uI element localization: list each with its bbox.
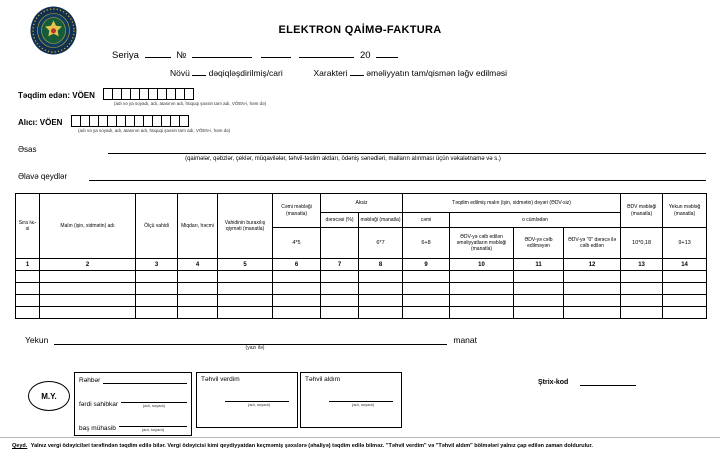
cell[interactable] <box>218 283 273 295</box>
col-header-final-amount: Yekun məbləğ (manatla) <box>663 194 707 228</box>
xarakteri-value: əməliyyatın tam/qismən ləğv edilməsi <box>366 68 508 78</box>
col-number: 5 <box>218 259 273 271</box>
cell[interactable] <box>136 271 178 283</box>
cell[interactable] <box>450 295 514 307</box>
cell[interactable] <box>40 271 136 283</box>
cell[interactable] <box>663 295 707 307</box>
cell[interactable] <box>273 283 321 295</box>
cell[interactable] <box>663 283 707 295</box>
name-caption: (adı, soyadı) <box>351 402 375 407</box>
cell[interactable] <box>40 283 136 295</box>
col-number: 12 <box>564 259 621 271</box>
extra-notes-section <box>18 170 706 181</box>
item-row <box>16 295 707 307</box>
group-header-value: Təqdim edilmiş malın (işin, xidmətin) dəyəri (ƏDV-siz) <box>403 194 621 213</box>
novu-value: dəqiqləşdirilmiş/cari <box>208 68 283 78</box>
col-header-vat-exempt: ƏDV-yə cəlb edilməyən <box>514 228 564 259</box>
item-row <box>16 271 707 283</box>
stamp-area: M.Y. <box>28 381 70 411</box>
received-signature-line[interactable] <box>329 395 393 402</box>
buyer-voen-input[interactable] <box>71 115 189 127</box>
col-number: 11 <box>514 259 564 271</box>
cell[interactable] <box>16 283 40 295</box>
cell[interactable] <box>359 295 403 307</box>
entrepreneur-label: fərdi sahibkar <box>79 401 119 408</box>
total-label: Yekun <box>25 335 49 345</box>
col-number: 2 <box>40 259 136 271</box>
day-blank[interactable] <box>261 48 291 58</box>
basis-caption: (qaimələr, qəbzlər, çeklər, müqavilələr, təhvil-təslim aktları, ödəniş sənədləri, malların alınması üçün vəkalətnamə və s.) <box>185 156 501 162</box>
col-number: 8 <box>359 259 403 271</box>
cell[interactable] <box>359 283 403 295</box>
cell[interactable] <box>564 307 621 319</box>
type-line <box>170 67 507 78</box>
extra-notes-blank[interactable] <box>89 170 706 181</box>
footer-note <box>12 443 712 449</box>
col-number: 13 <box>621 259 663 271</box>
received-label: Təhvil aldım <box>305 376 341 383</box>
col-header-quantity: Miqdarı, həcmi <box>178 194 218 259</box>
col-number: 7 <box>321 259 359 271</box>
col-header-value-total: cəmi <box>403 213 450 228</box>
serial-line <box>112 48 401 61</box>
col-number: 1 <box>16 259 40 271</box>
note-prefix: Qeyd. <box>12 443 28 449</box>
formula-col6: 4*5 <box>273 228 321 259</box>
cell[interactable] <box>273 295 321 307</box>
cell[interactable] <box>403 283 450 295</box>
group-header-including: o cümlədən <box>450 213 621 228</box>
cell[interactable] <box>450 271 514 283</box>
col-header-vat-taxable: ƏDV-yə cəlb edilən əməliyyatların məbləği (manatla) <box>450 228 514 259</box>
seriya-label: Seriya <box>112 50 139 61</box>
col-number: 3 <box>136 259 178 271</box>
formula-col9: 6+8 <box>403 228 450 259</box>
col-header-unit-price: Vahidinin buraxılış qiyməti (manatla) <box>218 194 273 259</box>
cell[interactable] <box>621 271 663 283</box>
supplier-row <box>18 88 266 106</box>
entrepreneur-signature-line[interactable] <box>121 396 187 403</box>
form-title: ELEKTRON QAİMƏ-FAKTURA <box>278 24 442 36</box>
col-header-item-name: Malın (işin, xidmətin) adı <box>40 194 136 259</box>
extra-notes-label: Əlavə qeydlər <box>18 172 68 181</box>
cell[interactable] <box>178 271 218 283</box>
delivered-signature-line[interactable] <box>225 395 289 402</box>
items-table-wrap <box>15 193 707 319</box>
delivered-box <box>196 372 298 428</box>
year-blank[interactable] <box>376 48 398 58</box>
buyer-caption: (adı və ya soyadı, adı, atasının adı, hüquqi şəxsin tam adı, VÖEN-i, həm də) <box>78 128 231 133</box>
note-body: Yalnız vergi ödəyiciləri tərəfindən təqdim edilə bilər. Vergi ödəyicisi kimi qeydiyyatdan keçməmiş şəxslərə (əhaliyə) təqdim edilə bilməz. "Təhvil verdim" və "Təhvil aldım" bölmələri yalnız çap edilən zaman doldurulur. <box>30 443 593 449</box>
xarakteri-blank[interactable] <box>350 67 364 76</box>
cell[interactable] <box>16 271 40 283</box>
cell[interactable] <box>273 307 321 319</box>
col-header-total-amount: Cəmi məbləği (manatla) <box>273 194 321 228</box>
novu-label: Növü <box>170 68 190 78</box>
col-header-excise-amount: məbləği (manatla) <box>359 213 403 228</box>
cell[interactable] <box>564 295 621 307</box>
cell[interactable] <box>450 307 514 319</box>
col-header-excise-rate: dərəcəsi (%) <box>321 213 359 228</box>
head-signature-line[interactable] <box>103 377 187 384</box>
cell[interactable] <box>178 283 218 295</box>
head-label: Rəhbər <box>79 377 101 384</box>
col-number: 6 <box>273 259 321 271</box>
formula-col7-empty <box>321 228 359 259</box>
total-section <box>25 334 477 351</box>
formula-col14: 9+13 <box>663 228 707 259</box>
supplier-caption: (adı və ya soyadı, adı, atasının adı, hüquqi şəxsin tam adı, VÖEN-i, həm də) <box>114 101 267 106</box>
cell[interactable] <box>136 295 178 307</box>
supplier-voen-input[interactable] <box>103 88 194 100</box>
managers-signature-box <box>74 372 192 436</box>
cell[interactable] <box>514 271 564 283</box>
name-caption: (adı, soyadı) <box>141 427 165 432</box>
barcode-blank[interactable] <box>580 377 636 386</box>
buyer-label: Alıcı: VÖEN <box>18 118 63 127</box>
cell[interactable] <box>40 295 136 307</box>
cell[interactable] <box>514 307 564 319</box>
cell[interactable] <box>359 271 403 283</box>
cell[interactable] <box>136 283 178 295</box>
cell[interactable] <box>514 295 564 307</box>
col-number: 10 <box>450 259 514 271</box>
number-label: № <box>176 50 187 61</box>
currency-label: manat <box>453 335 477 345</box>
cell[interactable] <box>564 271 621 283</box>
name-caption: (adı, soyadı) <box>142 403 166 408</box>
formula-col13: 10*0,18 <box>621 228 663 259</box>
cell[interactable] <box>403 271 450 283</box>
seriya-blank[interactable] <box>145 48 171 58</box>
col-header-vat-zero-rate: ƏDV-yə "0" dərəcə ilə cəlb edilən <box>564 228 621 259</box>
col-header-unit: Ölçü vahidi <box>136 194 178 259</box>
supplier-label: Təqdim edən: VÖEN <box>18 91 95 100</box>
cell[interactable] <box>564 283 621 295</box>
basis-section <box>18 143 706 162</box>
cell[interactable] <box>403 307 450 319</box>
item-row <box>16 307 707 319</box>
cell[interactable] <box>359 307 403 319</box>
cell[interactable] <box>321 307 359 319</box>
cell[interactable] <box>663 271 707 283</box>
basis-blank[interactable] <box>108 143 706 154</box>
total-caption: (yazı ilə) <box>245 345 265 351</box>
col-number: 4 <box>178 259 218 271</box>
cell[interactable] <box>663 307 707 319</box>
item-row <box>16 283 707 295</box>
cell[interactable] <box>40 307 136 319</box>
cell[interactable] <box>321 283 359 295</box>
name-caption: (adı, soyadı) <box>247 402 271 407</box>
accountant-label: baş mühasib <box>79 425 116 432</box>
xarakteri-label: Xarakteri <box>313 68 348 78</box>
col-number: 14 <box>663 259 707 271</box>
total-amount-blank[interactable] <box>54 334 447 345</box>
buyer-row <box>18 115 230 133</box>
delivered-label: Təhvil verdim <box>201 376 240 383</box>
items-table <box>15 193 707 319</box>
col-number: 9 <box>403 259 450 271</box>
barcode-section <box>538 377 636 386</box>
cell[interactable] <box>178 295 218 307</box>
cell[interactable] <box>16 307 40 319</box>
cell[interactable] <box>621 295 663 307</box>
col-header-index: Sıra №-si <box>16 194 40 259</box>
cell[interactable] <box>218 295 273 307</box>
accountant-signature-line[interactable] <box>119 420 187 427</box>
cell[interactable] <box>136 307 178 319</box>
cell[interactable] <box>273 271 321 283</box>
note-divider <box>0 437 720 438</box>
formula-col8: 6*7 <box>359 228 403 259</box>
cell[interactable] <box>403 295 450 307</box>
cell[interactable] <box>178 307 218 319</box>
number-blank[interactable] <box>192 48 252 58</box>
cell[interactable] <box>450 283 514 295</box>
cell[interactable] <box>218 271 273 283</box>
novu-blank[interactable] <box>192 67 206 76</box>
cell[interactable] <box>621 283 663 295</box>
col-header-vat-amount: ƏDV məbləği (manatla) <box>621 194 663 228</box>
group-header-excise: Aksiz <box>321 194 403 213</box>
month-blank[interactable] <box>299 48 354 58</box>
cell[interactable] <box>218 307 273 319</box>
cell[interactable] <box>514 283 564 295</box>
basis-label: Əsas <box>18 145 37 154</box>
cell[interactable] <box>621 307 663 319</box>
header-row-groups <box>16 194 707 213</box>
column-numbers-row <box>16 259 707 271</box>
cell[interactable] <box>16 295 40 307</box>
barcode-label: Ştrix-kod <box>538 379 569 386</box>
cell[interactable] <box>321 271 359 283</box>
received-box <box>300 372 402 428</box>
cell[interactable] <box>321 295 359 307</box>
year-prefix: 20 <box>359 50 371 61</box>
